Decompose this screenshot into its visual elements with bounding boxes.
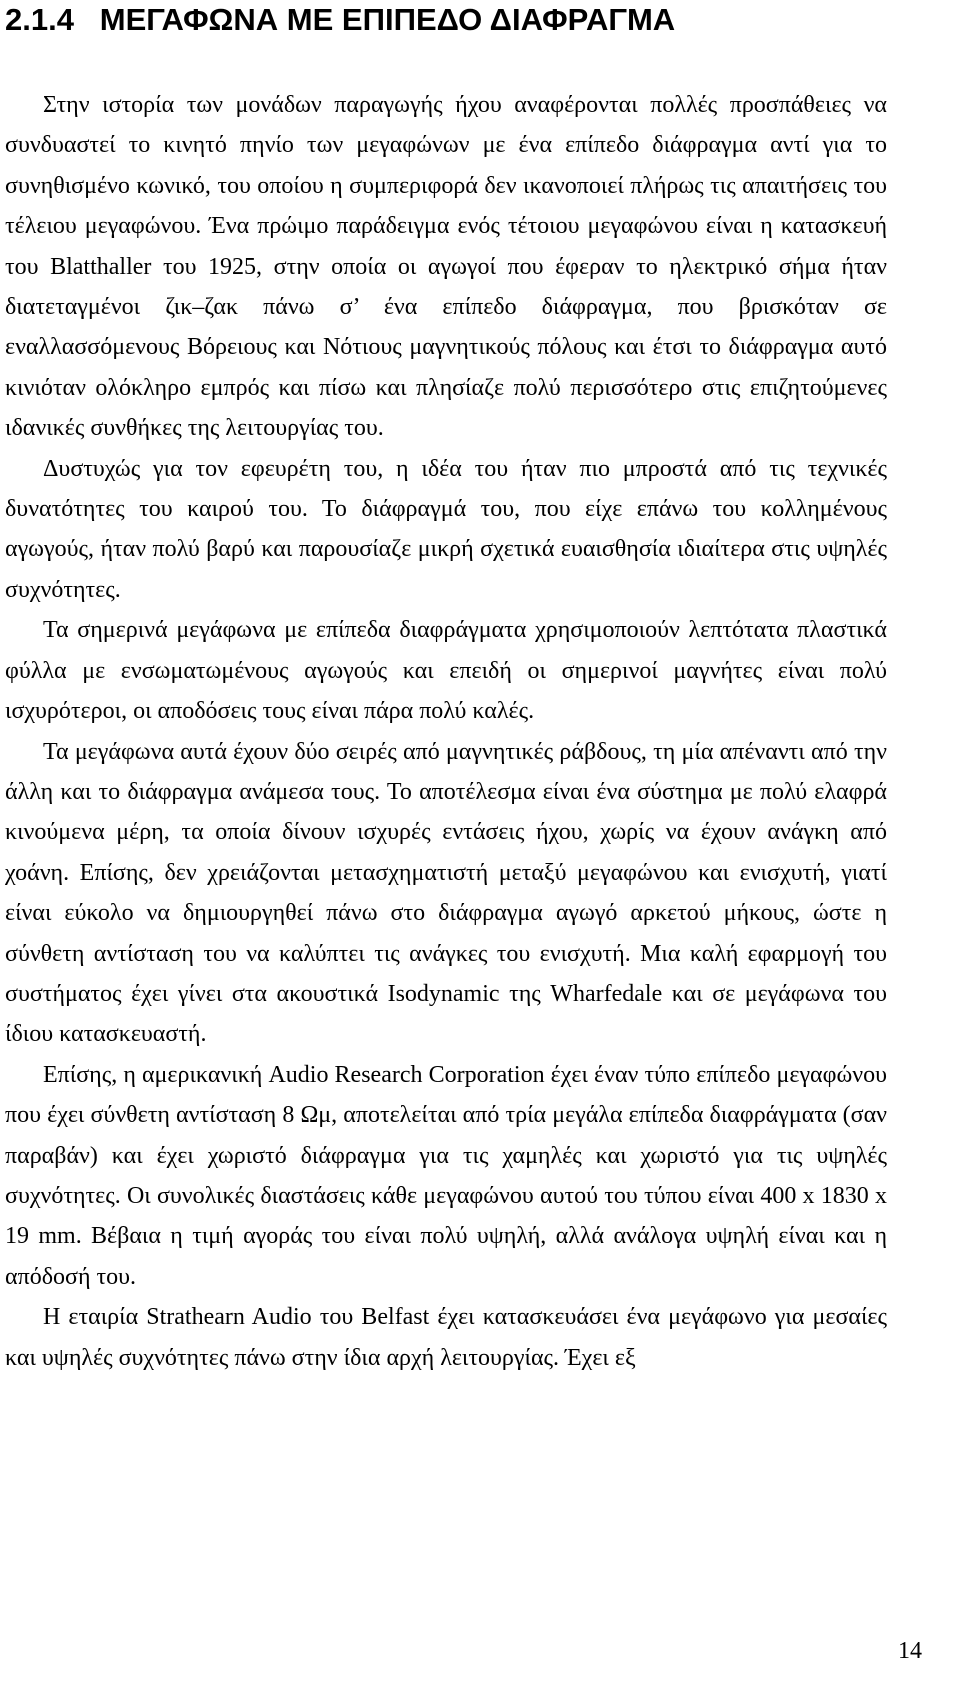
paragraph: Δυστυχώς για τον εφευρέτη του, η ιδέα του ήταν πιο μπροστά από τις τεχνικές δυνατότητες του καιρού του. Το διάφραγμά του, που είχε επάνω του κολλημένους αγωγούς, ήταν πολύ βαρύ και παρουσίαζε μικρή σχετικά ευαισθησία ιδιαίτερα στις υψηλές συχνότητες.: [5, 455, 887, 603]
paragraph: Τα σημερινά μεγάφωνα με επίπεδα διαφράγματα χρησιμοποιούν λεπτότατα πλαστικά φύλλα με ενσωματωμένους αγωγούς και επειδή οι σημερινοί μαγνήτες είναι πολύ ισχυρότεροι, οι αποδόσεις τους είναι πάρα πολύ καλές.: [5, 617, 887, 725]
paragraph: Στην ιστορία των μονάδων παραγωγής ήχου αναφέρονται πολλές προσπάθειες να συνδυαστεί το κινητό πηνίο των μεγαφώνων με ένα επίπεδο διάφραγμα αντί για το συνηθισμένο κωνικό, του οποίου η συμπεριφορά δεν ικανοποιεί πλήρως τις απαιτήσεις του τέλειου μεγαφώνου. Ένα πρώιμο παράδειγμα ενός τέτοιου μεγαφώνου είναι η κατασκευή του Blatthaller του 1925, στην οποία οι αγωγοί που έφεραν το ηλεκτρικό σήμα ήταν διατεταγμένοι ζικ–ζακ πάνω σ’ ένα επίπεδο διάφραγμα, που βρισκόταν σε εναλλασσόμενους Βόρειους και Νότιους μαγνητικούς πόλους και έτσι το διάφραγμα αυτό κινιόταν ολόκληρο εμπρός και πίσω και πλησίαζε πολύ περισσότερο στις επιζητούμενες ιδανικές συνθήκες της λειτουργίας του.: [5, 92, 887, 442]
section-number: 2.1.4: [5, 2, 74, 37]
section-title: ΜΕΓΑΦΩΝΑ ΜΕ ΕΠΙΠΕΔΟ ΔΙΑΦΡΑΓΜΑ: [99, 2, 676, 37]
body-text: [5, 85, 887, 1378]
paragraph: Η εταιρία Strathearn Audio του Belfast έχει κατασκευάσει ένα μεγάφωνο για μεσαίες και υψηλές συχνότητες πάνω στην ίδια αρχή λειτουργίας. Έχει εξ: [5, 1304, 887, 1371]
paragraph: Τα μεγάφωνα αυτά έχουν δύο σειρές από μαγνητικές ράβδους, τη μία απέναντι από την άλλη και το διάφραγμα ανάμεσα τους. Το αποτέλεσμα είναι ένα σύστημα με πολύ ελαφρά κινούμενα μέρη, τα οποία δίνουν ισχυρές εντάσεις ήχου, χωρίς να έχουν ανάγκη από χοάνη. Επίσης, δεν χρειάζονται μετασχηματιστή μεταξύ μεγαφώνου και ενισχυτή, γιατί είναι εύκολο να δημιουργηθεί πάνω στο διάφραγμα αγωγό αρκετού μήκους, ώστε η σύνθετη αντίσταση του να καλύπτει τις ανάγκες του ενισχυτή. Μια καλή εφαρμογή του συστήματος έχει γίνει στα ακουστικά Isodynamic της Wharfedale και σε μεγάφωνα του ίδιου κατασκευαστή.: [5, 738, 887, 1048]
paragraph: Επίσης, η αμερικανική Audio Research Corporation έχει έναν τύπο επίπεδο μεγαφώνου που έχει σύνθετη αντίσταση 8 Ωμ, αποτελείται από τρία μεγάλα επίπεδα διαφράγματα (σαν παραβάν) και έχει χωριστό διάφραγμα για τις χαμηλές και χωριστό για τις υψηλές συχνότητες. Οι συνολικές διαστάσεις κάθε μεγαφώνου αυτού του τύπου είναι 400 x 1830 x 19 mm. Βέβαια η τιμή αγοράς του είναι πολύ υψηλή, αλλά ανάλογα υψηλή είναι και η απόδοσή του.: [5, 1061, 887, 1290]
page-number: 14: [898, 1638, 922, 1664]
section-heading: [5, 0, 675, 40]
